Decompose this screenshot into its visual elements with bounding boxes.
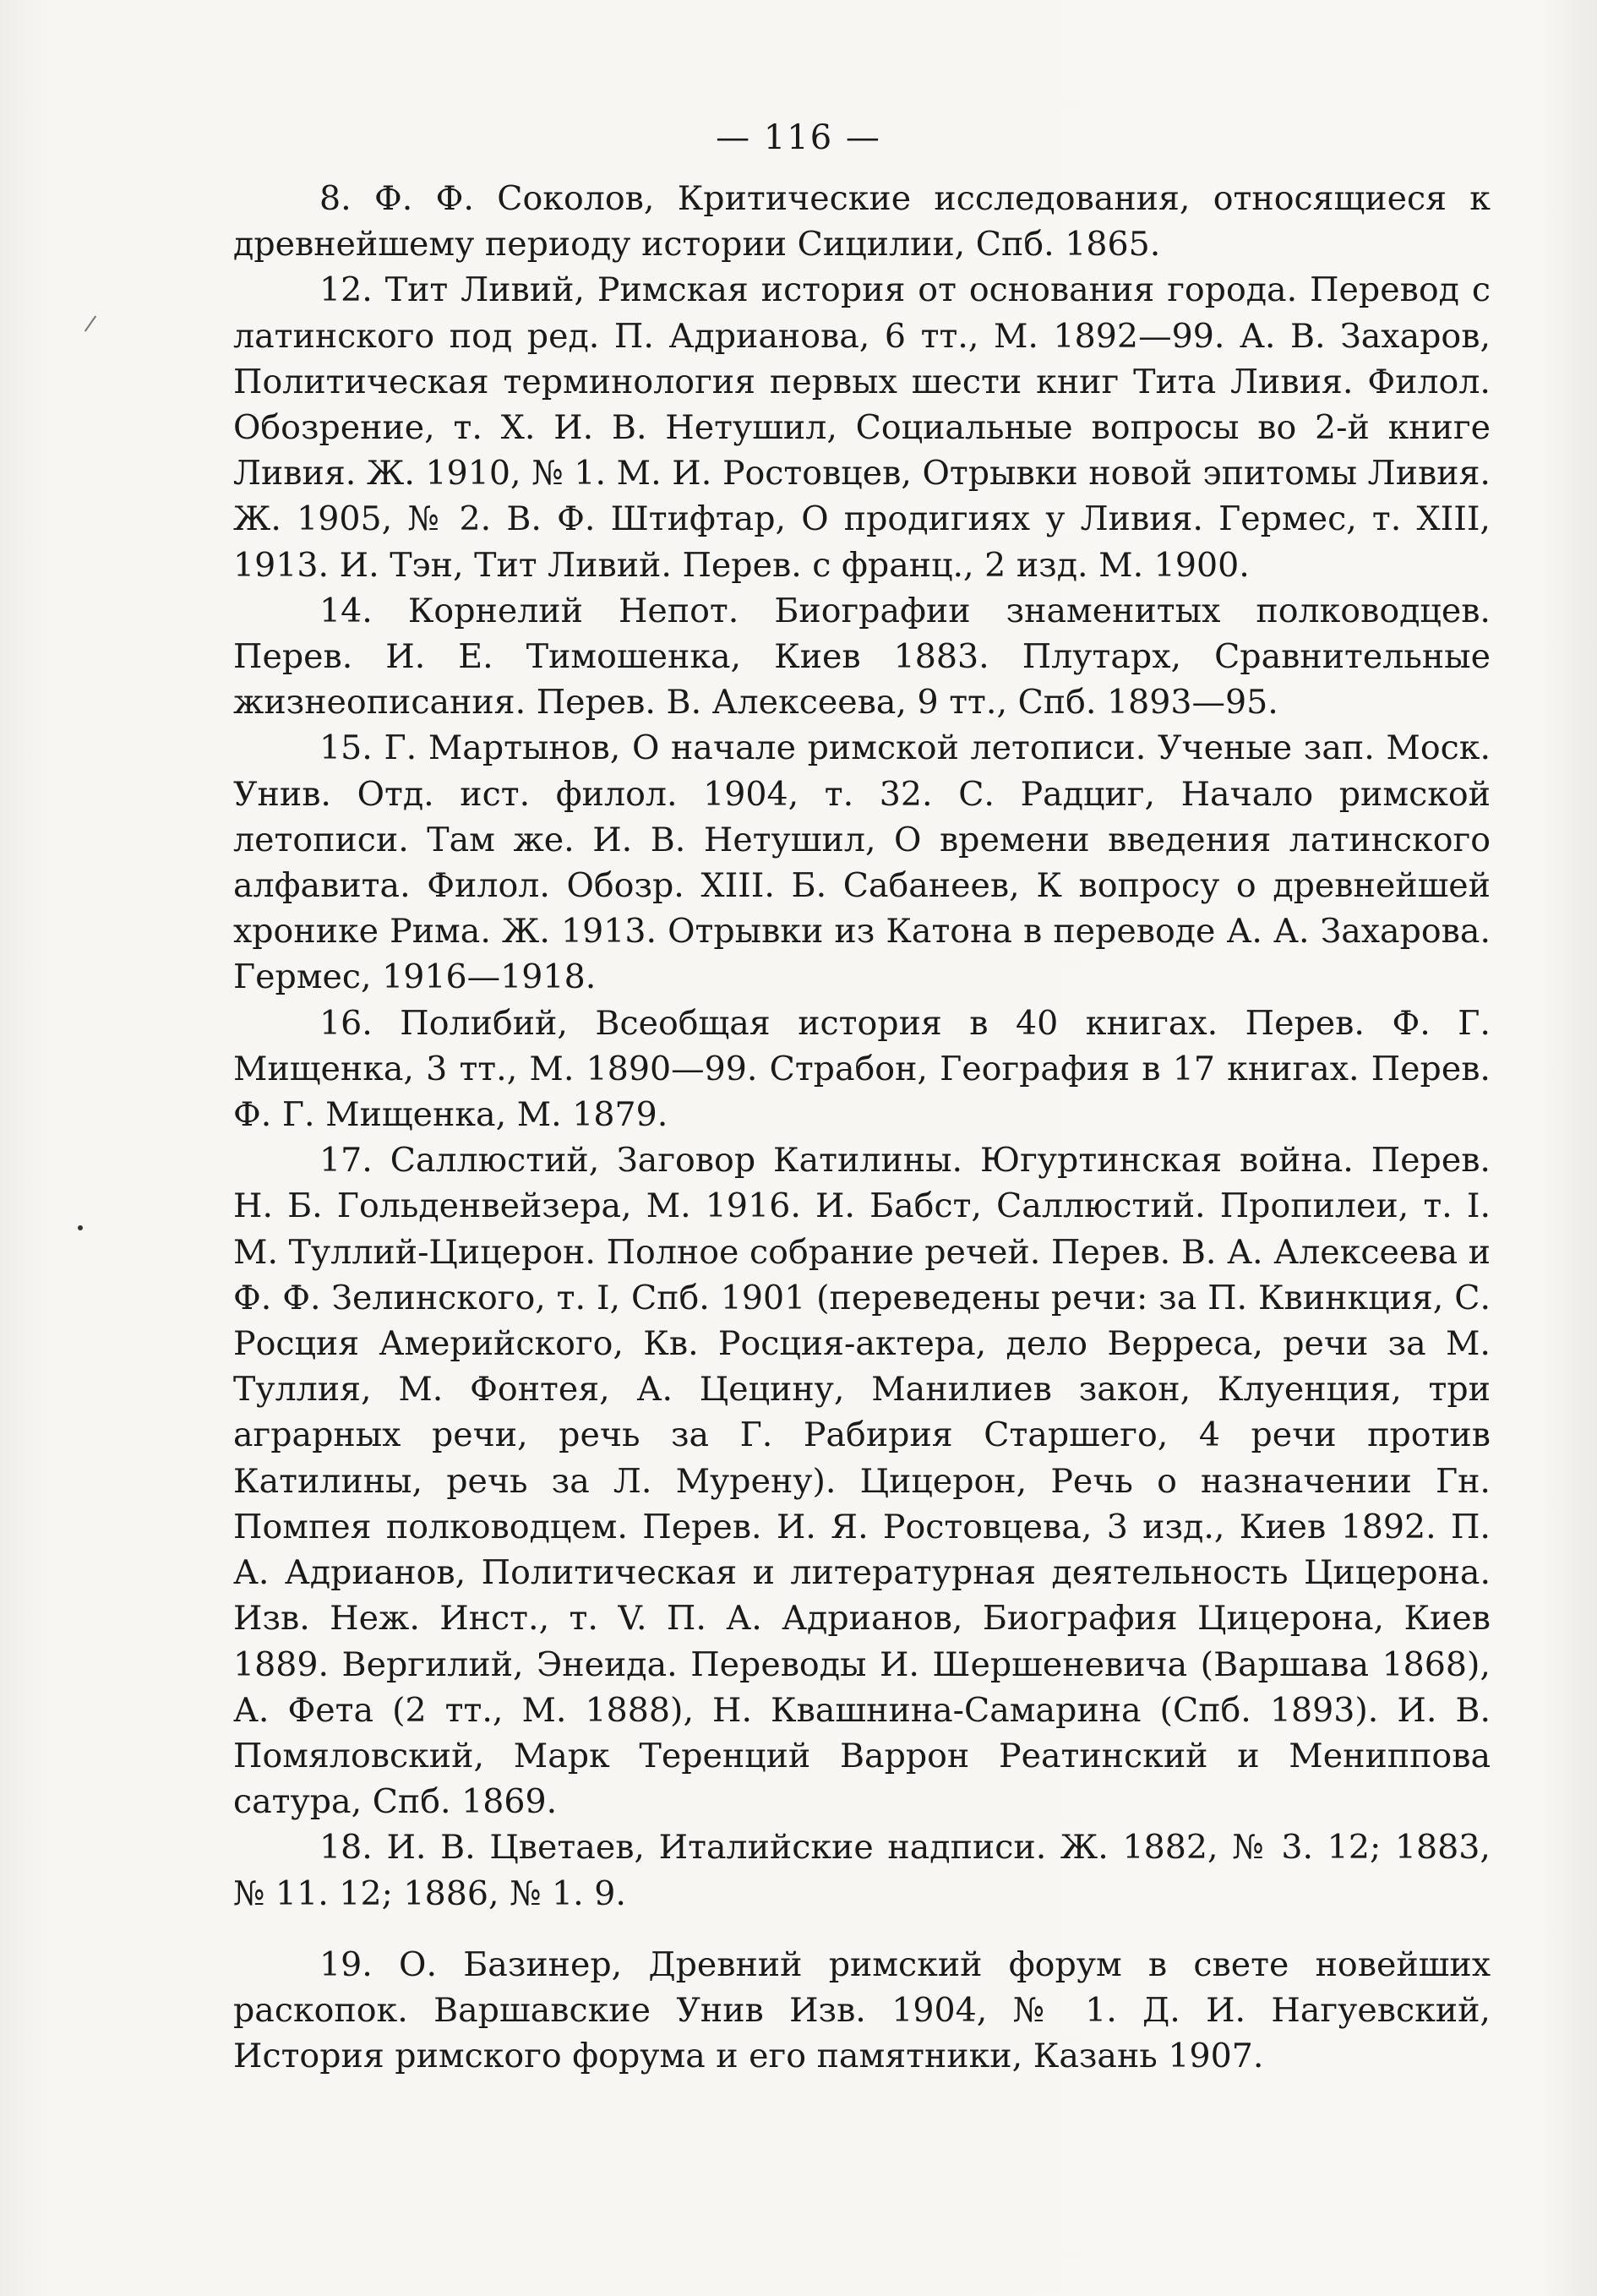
entry-16: 16. Полибий, Всеобщая история в 40 книгах. Перев. Ф. Г. Мищенка, 3 тт., М. 1890—99. Страбон, География в 17 книгах. Перев. Ф. Г. Мищенка, М. 1879.: [233, 1003, 1491, 1135]
bibliography-text: [233, 176, 1491, 2079]
entry-19: 19. О. Базинер, Древний римский форум в свете новейших раскопок. Варшавские Унив Изв. 1904, № 1. Д. И. Нагуевский, История римского форума и его памятники, Казань 1907.: [233, 1944, 1491, 2076]
entry-12: 12. Тит Ливий, Римская история от основания города. Перевод с латинского под ред. П. Адрианова, 6 тт., М. 1892—99. А. В. Захаров, Политическая терминология первых шести книг Тита Ливия. Филол. Обозрение, т. Х. И. В. Нетушил, Социальные вопросы во 2-й книге Ливия. Ж. 1910, № 1. М. И. Ростовцев, Отрывки новой эпитомы Ливия. Ж. 1905, № 2. В. Ф. Штифтар, О продигиях у Ливия. Гермес, т. XIII, 1913. И. Тэн, Тит Ливий. Перев. с франц., 2 изд. М. 1900.: [233, 270, 1491, 585]
margin-mark: [78, 1225, 83, 1230]
entry-8: 8. Ф. Ф. Соколов, Критические исследования, относящиеся к древнейшему периоду истории Сицилии, Спб. 1865.: [233, 179, 1491, 265]
entry-14: 14. Корнелий Непот. Биографии знаменитых полководцев. Перев. И. Е. Тимошенка, Киев 1883. Плутарх, Сравнительные жизнеописания. Перев. В. Алексеева, 9 тт., Спб. 1893—95.: [233, 591, 1491, 723]
page-number: — 116 —: [716, 118, 881, 157]
entry-18: 18. И. В. Цветаев, Италийские надписи. Ж. 1882, № 3. 12; 1883, № 11. 12; 1886, № 1. 9.: [233, 1828, 1491, 1913]
margin-tick: [84, 315, 96, 331]
entry-15: 15. Г. Мартынов, О начале римской летописи. Ученые зап. Моск. Унив. Отд. ист. филол. 1904, т. 32. С. Радциг, Начало римской летописи. Там же. И. В. Нетушил, О времени введения латинского алфавита. Филол. Обозр. XIII. Б. Сабанеев, К вопросу о древнейшей хронике Рима. Ж. 1913. Отрывки из Катона в переводе А. А. Захарова. Гермес, 1916—1918.: [233, 728, 1491, 997]
entry-17: 17. Саллюстий, Заговор Катилины. Югуртинская война. Перев. Н. Б. Гольденвейзера, М. 1916. И. Бабст, Саллюстий. Пропилеи, т. I. М. Туллий-Цицерон. Полное собрание речей. Перев. В. А. Алексеева и Ф. Ф. Зелинского, т. I, Спб. 1901 (переведены речи: за П. Квинкция, С. Росция Америйского, Кв. Росция-актера, дело Верреса, речи за М. Туллия, М. Фонтея, А. Цецину, Манилиев закон, Клуенция, три аграрных речи, речь за Г. Рабирия Старшего, 4 речи против Катилины, речь за Л. Мурену). Цицерон, Речь о назначении Гн. Помпея полководцем. Перев. И. Я. Ростовцева, 3 изд., Киев 1892. П. А. Адрианов, Политическая и литературная деятельность Цицерона. Изв. Неж. Инст., т. V. П. А. Адрианов, Биография Цицерона, Киев 1889. Вергилий, Энеида. Переводы И. Шершеневича (Варшава 1868), А. Фета (2 тт., М. 1888), Н. Квашнина-Самарина (Спб. 1893). И. В. Помяловский, Марк Теренций Варрон Реатинский и Мениппова сатура, Спб. 1869.: [233, 1141, 1491, 1822]
